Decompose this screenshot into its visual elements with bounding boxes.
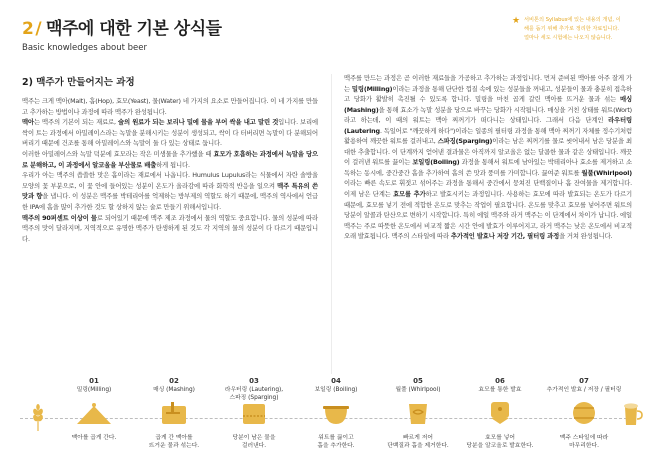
text-span: 하고 발효시키는 과정입니다. 사용하는 효모에 따라 발효되는 온도가 다르기 때문에, 효모를 넣기 전에 적합한 온도로 맞추는 작업이 필요합니다. 온도를 맞추고 효모를 넣어주면 워트의 당분이 알콜과 탄산으로 변하기 시작합니다. 특히 에일 맥주와 라거 맥주는 이 단계에서 차이가 납니다. 에일 맥주는 주로 따뜻한 온도에서 비교적 짧은 시간 안에 발효가 이루어지고, 라거 맥주는 낮은 온도에서 비교적 오래 발효됩니다. 맥주의 스타일에 따라 [344, 191, 633, 241]
process-step-fermentation [460, 376, 540, 450]
text-span: 이라는 과정을 통해 단단한 껍질 속에 있는 성분들을 꺼내고, 성분들이 물과 충분히 접촉하고 당화가 활발히 촉진될 수 있도록 합니다. 밀링을 마친 곱게 갈린 맥아를 뜨거운 물과 섞는 [344, 85, 632, 104]
paragraph-intro [22, 97, 318, 118]
text-span: 로 되어있기 때문에 맥주 제조 과정에서 물의 역할도 중요합니다. 물의 성분에 따라 맥주의 맛이 달라지며, 지역적으로 유명한 맥주가 탄생하게 된 것도 각 지역의 물의 성분이 다 다르기 때문입니다. [22, 214, 318, 243]
step-number: 02 [169, 377, 179, 385]
bold-text: 매싱(Mashing) [344, 96, 632, 114]
process-step-mashing [134, 376, 214, 450]
fermenter-icon [477, 402, 523, 424]
text-span: 우리가 아는 맥주의 씁쓸한 맛은 홉이라는 재료에서 나옵니다. Humulus Lupulus라는 식물에서 자란 솔방울 모양의 꽃 부분으로, 이 꽃 안에 들어있는 성분이 온도가 올라감에 따라 화학적 반응을 일으켜 [22, 172, 318, 190]
side-note-text [524, 16, 621, 43]
bold-text: 맥아 [22, 119, 34, 127]
step-desc-line: 빠르게 저어 [403, 435, 433, 441]
step-name [214, 386, 294, 402]
chapter-number: 2 [22, 19, 34, 39]
paragraph-yeast [22, 150, 318, 171]
paragraph-water [22, 214, 318, 246]
step-name [378, 386, 458, 402]
text-span: 을 통해 효소가 녹말 성분을 당으로 바꾸는 당화가 시작됩니다. 매싱을 거친 상태를 워트(Wort)라고 하는데, 이 때의 워트는 맥아 찌꺼기가 떠다니는 상태입니다. 그래서 다음 단계인 [344, 106, 632, 125]
text-span: 이러한 아밀레이스와 녹말 덕분에 효모라는 작은 미생물을 추가했을 때 [22, 150, 214, 158]
process-step-whirlpool [378, 376, 458, 450]
whirlpool-icon [395, 402, 441, 424]
brewing-process-diagram [0, 376, 652, 461]
text-span: 하게 됩니다. [156, 161, 190, 169]
section-title: 2) 맥주가 만들어지는 과정 [22, 77, 135, 88]
paragraph-process [344, 74, 632, 243]
title-slash: / [35, 19, 42, 39]
bold-text: 효모를 추가 [393, 191, 426, 199]
process-step-milling [54, 376, 134, 442]
step-name [134, 386, 214, 402]
page-title [22, 14, 222, 39]
page-subtitle: Basic knowledges about beer [22, 43, 147, 53]
beer-glass-icon [622, 402, 644, 426]
step-description [54, 434, 134, 442]
note-line: 해를 돕기 위해 추가로 정리한 자료입니다. [524, 26, 620, 32]
step-name [544, 386, 624, 402]
bold-text: 맥주의 90퍼센트 이상이 물 [22, 214, 97, 222]
kettle-icon [313, 402, 359, 424]
bold-text: 밀링(Milling) [351, 85, 393, 93]
wheat-icon [30, 404, 46, 432]
grain-pile-icon [71, 402, 117, 424]
bold-text: 라우터링(Lautering [344, 117, 632, 135]
step-number: 07 [579, 377, 589, 385]
column-divider [331, 74, 332, 374]
step-name [296, 386, 376, 402]
bold-text: 추가적인 발효나 저장 기간, 필터링 과정 [450, 233, 560, 241]
note-line: 얼마나 세도 시험에는 나오지 않습니다. [524, 35, 613, 41]
lauter-tun-icon [231, 402, 277, 424]
process-step-boiling [296, 376, 376, 450]
star-icon: ★ [512, 16, 521, 26]
mash-tun-icon [151, 402, 197, 424]
step-name-line: 보일링 (Boiling) [314, 387, 358, 393]
left-column [22, 74, 318, 245]
bold-text: 보일링(Boiling) [412, 159, 460, 167]
step-desc-line: 뜨거운 물과 섞는다. [148, 443, 200, 449]
step-name [460, 386, 540, 402]
text-span: 맥주를 만드는 과정은 곧 이러한 재료들을 가공하고 추가하는 과정입니다. 먼저 준비된 맥아를 아주 잘게 가는 [344, 75, 632, 93]
text-span: 을 거쳐 완성됩니다. [559, 233, 613, 241]
text-span: 는 맥주의 기본이 되는 재료로, [33, 119, 118, 127]
process-step-lautering [214, 376, 294, 450]
bold-text: 효모가 호흡하는 과정에서 녹말을 당으로 분해하고, 이 과정에서 알코올을 부산물로 배출 [22, 150, 318, 169]
step-desc-line: 당분을 알코올로 발효한다. [466, 443, 534, 449]
step-name-line: 스파징 (Sparging) [229, 395, 279, 401]
text-span: 맥주는 크게 맥아(Malt), 홉(Hop), 효모(Yeast), 물(Water) 네 가지의 요소로 만들어집니다. 이 네 가지를 만들고 추가하는 방법이나 과정에 따라 맥주가 완성됩니다. [22, 98, 318, 116]
title-text: 맥주에 대한 기본 상식들 [46, 19, 222, 39]
step-desc-line: 당분이 남은 물을 [232, 435, 276, 441]
step-name-line: 추가적인 발효 / 저장 / 필터링 [546, 387, 622, 393]
text-span: . 독일어로 "깨끗하게 하다")이라는 일종의 필터링 과정을 통해 맥아 찌꺼기 자체를 정수기처럼 활용하여 깨끗한 워트를 걸러내고, [344, 127, 632, 146]
step-desc-line: 곱게 간 맥아를 [155, 435, 193, 441]
step-name-line: 효모를 통한 발효 [478, 387, 522, 393]
step-number: 05 [413, 377, 423, 385]
step-name [54, 386, 134, 402]
right-column [344, 74, 632, 243]
step-name-line: 밀링(Milling) [76, 387, 112, 393]
step-name-line: 라우터링 (Lautering), [224, 387, 284, 393]
process-step-finishing [544, 376, 624, 450]
step-description [296, 434, 376, 450]
step-name-line: 매싱 (Mashing) [153, 387, 195, 393]
paragraph-hop [22, 171, 318, 213]
text-span: 이라는 남은 찌꺼기를 물로 씻어내서 남은 당분을 최대한 추출합니다. 이 단계까지 얻어낸 결과물은 아직까지 알코올은 없는 달콤한 물과 같은 상태입니다. 깨끗이 걸러낸 워트를 끓이는 [344, 138, 633, 167]
step-name-line: 월풀 (Whirlpool) [395, 387, 441, 393]
bold-text: 술의 원료가 되는 보리나 밀에 물을 부어 싹을 내고 말린 것 [117, 119, 279, 127]
text-span: 입니다. 보리에 싹이 트는 과정에서 아밀레이스라는 녹말을 분해시키는 성분이 생성되고, 싹이 다 터버리면 녹말이 다 분해되어버리기 때문에 건조를 통해 아밀레이스와 녹말이 둘 다 있는 상태로 둡니다. [22, 119, 318, 148]
step-desc-line: 맥주 스타일에 따라 [559, 435, 609, 441]
step-number: 03 [249, 377, 259, 385]
step-desc-line: 단백질과 홉을 제거한다. [387, 443, 449, 449]
step-number: 06 [495, 377, 505, 385]
step-description [214, 434, 294, 450]
barrel-icon [561, 402, 607, 424]
bold-text: 스파징(Sparging) [437, 138, 493, 146]
step-number: 04 [331, 377, 341, 385]
step-description [460, 434, 540, 450]
bold-text: 월풀(Whirlpool) [581, 169, 632, 177]
step-desc-line: 홉을 추가한다. [317, 443, 355, 449]
step-desc-line: 걸러낸다. [241, 443, 267, 449]
page-header [22, 14, 222, 53]
step-description [134, 434, 214, 450]
step-desc-line: 마무리한다. [569, 443, 599, 449]
step-description [378, 434, 458, 450]
text-span: 과정을 통해서 워트에 남아있는 박테리아나 효소를 제거하고 소독하는 동시에, 중간중간 홉을 추가하여 홉의 쓴 맛과 풍미를 가미합니다. 끓여준 워트를 [344, 159, 632, 177]
step-number: 01 [89, 377, 99, 385]
text-span: 을 냅니다. 이 성분은 맥주를 박테리아를 억제하는 방부제의 역할도 하기 때문에, 맥주의 역사에서 언급한 IPA에 홉을 많이 추가한 것도 할 상하지 않는 술로 만들기 위해서입니다. [22, 193, 318, 211]
paragraph-malt [22, 118, 318, 150]
step-desc-line: 워트를 끓이고 [318, 435, 354, 441]
step-desc-line: 맥아를 곱게 간다. [71, 435, 117, 441]
text-span: 이라는 빠른 속도로 휘젓고 섞어주는 과정을 통해서 중간에서 뭉쳐진 단백질이나 홉 잔여물을 제거합니다. 이제 남은 단계는 [344, 180, 632, 199]
step-description [544, 434, 624, 450]
step-desc-line: 효모를 넣어 [485, 435, 515, 441]
note-line: 서비톤의 Syllabus에 있는 내용의 개념, 이 [524, 17, 621, 23]
bold-text: 맥주 특유의 쓴 맛과 향 [22, 182, 318, 201]
